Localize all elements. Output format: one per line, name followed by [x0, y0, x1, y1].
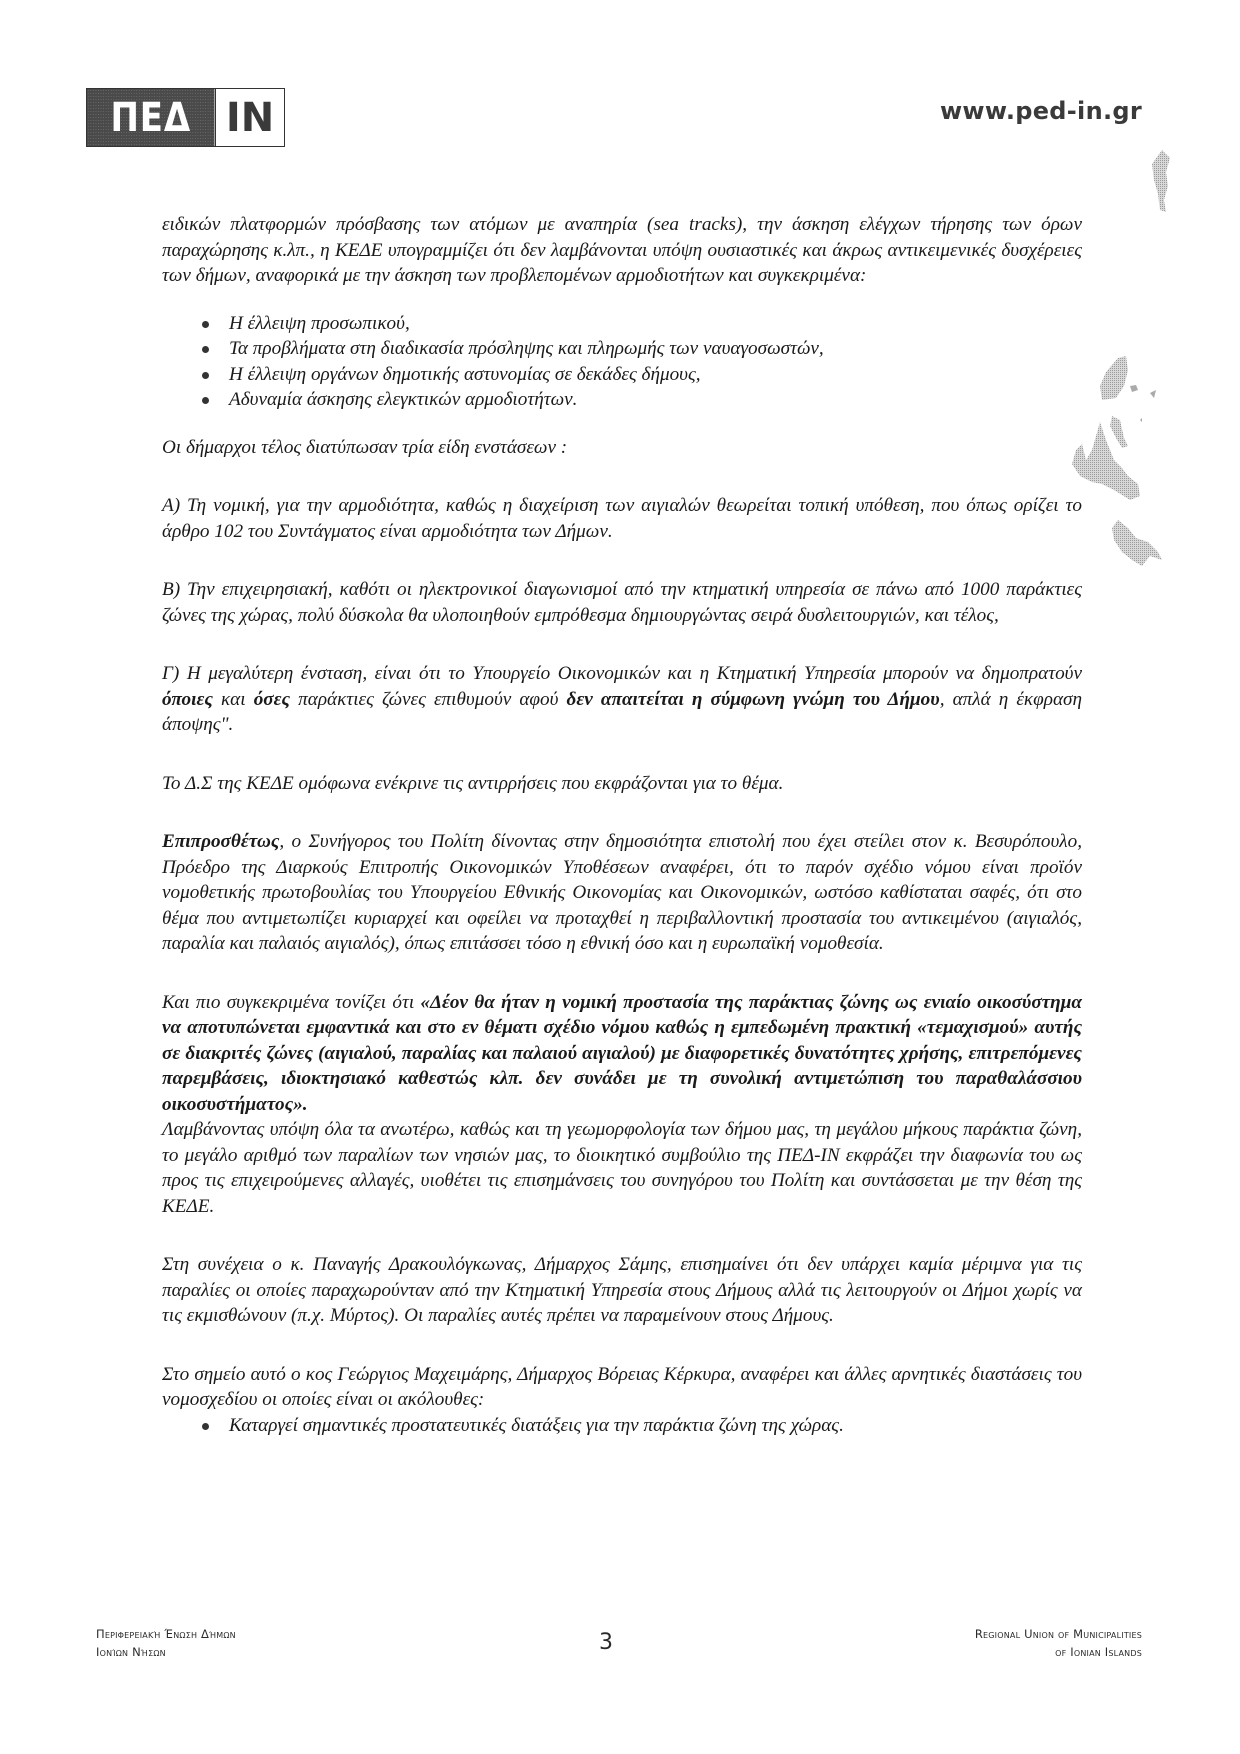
quote-lead: Και πιο συγκεκριμένα τονίζει ότι	[162, 991, 421, 1013]
document-body	[162, 212, 1082, 1438]
objection-a: Α) Τη νομική, για την αρμοδιότητα, καθώς η διαχείριση των αιγιαλών θεωρείται τοπική υπόθεση, που όπως ορίζει το άρθρο 102 του Συντάγματος είναι αρμοδιότητα των Δήμων.	[162, 495, 1082, 542]
kefalonia-island	[1072, 422, 1140, 500]
logo-in-text: IN	[225, 94, 275, 141]
objection-c-text: παράκτιες ζώνες επιθυμούν αφού	[290, 688, 567, 710]
footer-org-english-line1: Regional Union of Municipalities	[974, 1627, 1142, 1641]
quote-paragraph	[162, 990, 1082, 1118]
objections-intro: Οι δήμαρχοι τέλος διατύπωσαν τρία είδη ενστάσεων :	[162, 436, 568, 458]
logo-in-block	[215, 89, 284, 146]
bold-text: δεν απαιτείται η σύμφωνη γνώμη του Δήμου	[566, 688, 940, 710]
ithaca-island	[1110, 416, 1128, 448]
objection-c-text: Γ) Η μεγαλύτερη ένσταση, είναι ότι το Υπουργείο Οικονομικών και η Κτηματική Υπηρεσία μπορούν να δημοπρατούν	[162, 663, 1082, 684]
page-number: 3	[599, 1630, 613, 1655]
website-url: www.ped-in.gr	[939, 97, 1142, 125]
ped-in-logo	[86, 88, 285, 147]
difficulties-list	[162, 311, 1082, 413]
logo-ped-block	[87, 89, 215, 146]
list-item: Η έλλειψη προσωπικού,	[204, 311, 1082, 337]
kede-board-paragraph: Το Δ.Σ της ΚΕΔΕ ομόφωνα ενέκρινε τις αντιρρήσεις που εκφράζονται για το θέμα.	[162, 772, 784, 794]
list-item: Η έλλειψη οργάνων δημοτικής αστυνομίας σε δεκάδες δήμους,	[204, 362, 1082, 388]
footer-org-greek-line1: Περιφερειακή Ένωση Δήμων	[96, 1627, 236, 1641]
list-item: Καταργεί σημαντικές προστατευτικές διατάξεις για την παράκτια ζώνη της χώρας.	[204, 1413, 1082, 1439]
bold-quote: «Δέον θα ήταν η νομική προστασία της παράκτιας ζώνης ως ενιαίο οικοσύστημα να αποτυπώνεται εμφαντικά και στο εν θέματι σχέδιο νόμου καθώς η εμπεδωμένη πρακτική «τεμαχισμού» αυτής σε διακριτές ζώνες (αιγιαλού, παραλίας και παλαιού αιγιαλού) με διαφορετικές δυνατότητες χρήσης, επιτρεπόμενες παρεμβάσεις, ιδιοκτησιακό καθεστώς κλπ. δεν συνάδει με τη συνολική αντιμετώπιση του παραθαλάσσιου οικοσυστήματος».	[162, 991, 1083, 1115]
objection-b: Β) Την επιχειρησιακή, καθότι οι ηλεκτρονικοί διαγωνισμοί από την κτηματική υπηρεσία σε πάνω από 1000 παράκτιες ζώνες της χώρας, πολύ δύσκολα θα υλοποιηθούν εμπρόθεσμα δημιουργώντας σειρά δυσλειτουργιών, και τέλος,	[162, 579, 1082, 626]
objection-c-text: , απλά η έκφραση άποψης".	[162, 688, 1082, 735]
objection-c	[162, 661, 1082, 738]
corfu-island	[1152, 150, 1170, 212]
bold-text: Επιπροσθέτως	[162, 831, 280, 852]
ionian-islands-map-icon	[1070, 150, 1220, 580]
negative-aspects-list	[162, 1413, 1082, 1439]
bold-text: όσες	[253, 688, 291, 710]
footer-org-english	[975, 1625, 1142, 1661]
kerkyra-paragraph: Στο σημείο αυτό ο κος Γεώργιος Μαχειμάρης, Δήμαρχος Βόρειας Κέρκυρα, αναφέρει και άλλες αρνητικές διαστάσεις του νομοσχεδίου οι οποίες είναι οι ακόλουθες:	[162, 1363, 1082, 1410]
bold-text: όποιες	[162, 688, 213, 710]
objection-c-text: και	[212, 688, 254, 710]
ped-position-paragraph: Λαμβάνοντας υπόψη όλα τα ανωτέρω, καθώς και τη γεωμορφολογία των δήμου μας, τη μεγάλου μήκους παράκτια ζώνη, το μεγάλο αριθμό των παραλίων των νησιών μας, το διοικητικό συμβούλιο της ΠΕΔ-ΙΝ εκφράζει την διαφωνία του ως προς τις επιχειρούμενες αλλαγές, υιοθέτει τις επισημάνσεις του συνηγόρου του Πολίτη και συντάσσεται με την θέση της ΚΕΔΕ.	[162, 1119, 1082, 1217]
ombudsman-paragraph	[162, 829, 1082, 957]
list-item: Αδυναμία άσκησης ελεγκτικών αρμοδιοτήτων.	[204, 387, 1082, 413]
zakynthos-island	[1112, 520, 1162, 566]
list-item: Τα προβλήματα στη διαδικασία πρόσληψης και πληρωμής των ναυαγοσωστών,	[204, 336, 1082, 362]
lefkada-island	[1100, 356, 1128, 400]
samos-paragraph: Στη συνέχεια ο κ. Παναγής Δρακουλόγκωνας, Δήμαρχος Σάμης, επισημαίνει ότι δεν υπάρχει καμία μέριμνα για τις παραλίες οι οποίες παραχωρούνταν από την Κτηματική Υπηρεσία στους Δήμους αλλά τις λειτουργούν οι Δήμοι χωρίς να τις εκμισθώνουν (π.χ. Μύρτος). Οι παραλίες αυτές πρέπει να παραμείνουν στους Δήμους.	[162, 1254, 1082, 1326]
footer-org-greek	[96, 1625, 236, 1661]
logo-ped-text: ΠΕΔ	[110, 94, 192, 141]
small-islets	[1130, 385, 1156, 422]
footer-org-greek-line2: Ιονίων Νήσων	[96, 1645, 166, 1659]
ombudsman-text: , ο Συνήγορος του Πολίτη δίνοντας στην δημοσιότητα επιστολή που έχει στείλει στον κ. Βεσυρόπουλο, Πρόεδρο της Διαρκούς Επιτροπής Οικονομικών Υποθέσεων αναφέρει, ότι το παρόν σχέδιο νόμου είναι προϊόν νομοθετικής πρωτοβουλίας του Υπουργείου Εθνικής Οικονομίας και Οικονομικών, ωστόσο καθίσταται σαφές, ότι στο θέμα που αντιμετωπίζει κυριαρχεί και οφείλει να προταχθεί η περιβαλλοντική προστασία του αντικειμένου (αιγιαλός, παραλία και παλαιός αιγιαλός), όπως επιτάσσει τόσο η εθνική όσο και η ευρωπαϊκή νομοθεσία.	[162, 831, 1082, 954]
intro-paragraph: ειδικών πλατφορμών πρόσβασης των ατόμων με αναπηρία (sea tracks), την άσκηση ελέγχων τήρησης των όρων παραχώρησης κ.λπ., η ΚΕΔΕ υπογραμμίζει ότι δεν λαμβάνονται υπόψη ουσιαστικές και άκρως αντικειμενικές δυσχέρειες των δήμων, αναφορικά με την άσκηση των προβλεπομένων αρμοδιοτήτων και συγκεκριμένα:	[162, 214, 1082, 286]
footer-org-english-line2: of Ionian Islands	[1055, 1645, 1142, 1659]
